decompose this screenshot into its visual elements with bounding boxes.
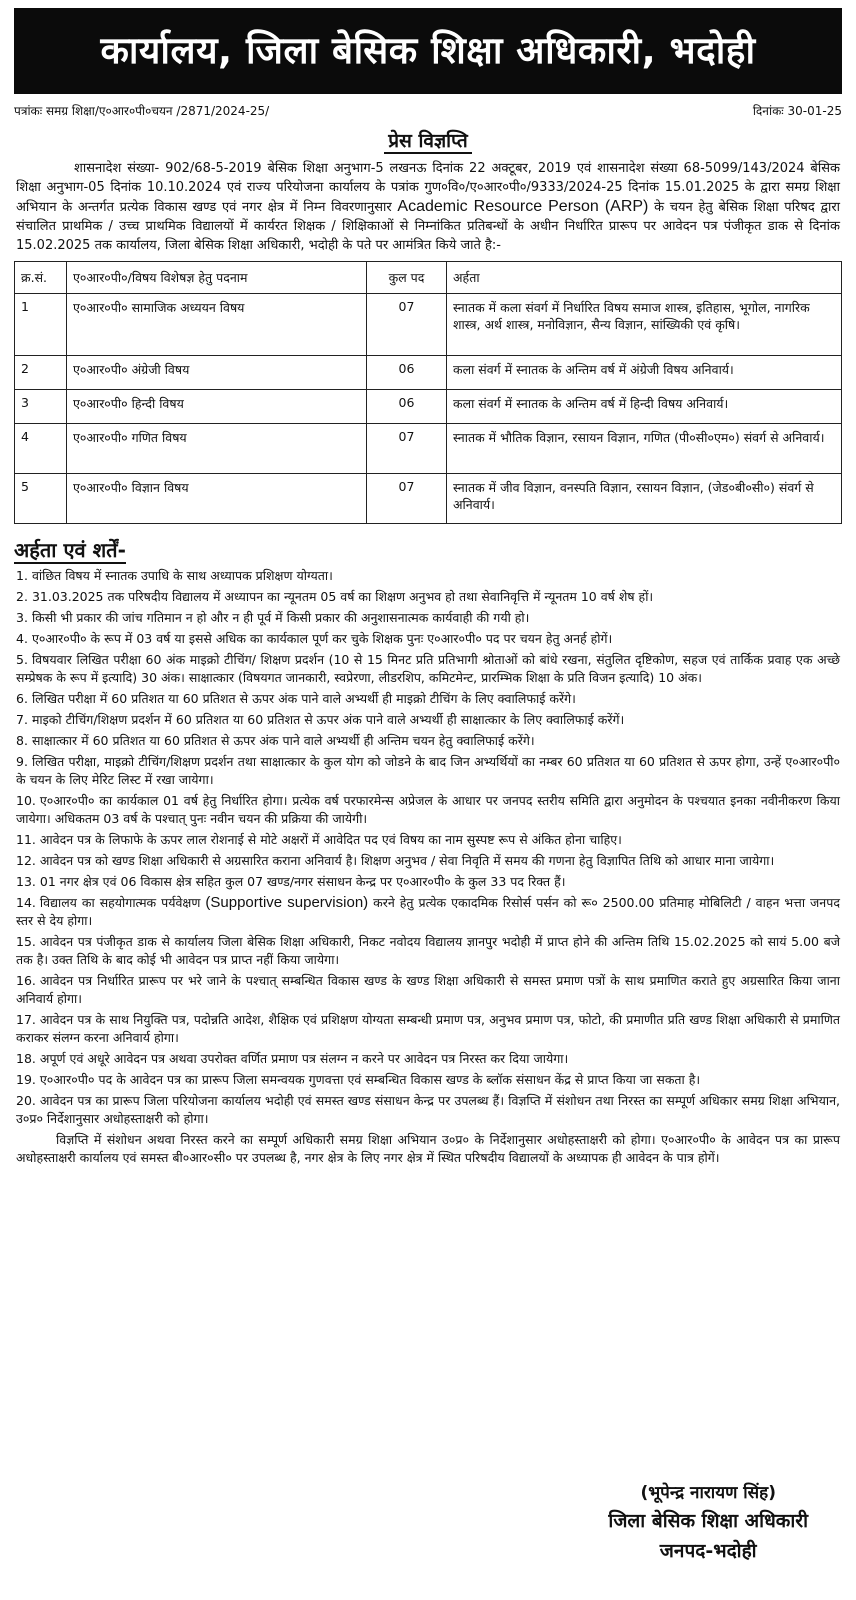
header-qualification: अर्हता (447, 262, 842, 294)
intro-text-part1: शासनादेश संख्या- 902/68-5-2019 बेसिक शिक्षा अनुभाग-5 लखनऊ दिनांक 22 अक्टूबर, 2019 एवं शासनादेश संख्या 68-5099/143/2024 बेसिक शिक्षा अनुभाग-05 दिनांक 10.10.2024 एवं राज्य परियोजना कार्यालय के पत्रांक गुण०वि०/ए०आर०पी०/9333/2024-25 दिनांक 15.01.2025 के द्वारा समग्र शिक्षा अभियान के अन्तर्गत प्रत्येक विकास खण्ड एवं नगर क्षेत्र में निम्न विवरणानुसार (16, 161, 840, 215)
condition-text-pre: विद्यालय का सहयोगात्मक पर्यवेक्षण (39, 895, 201, 910)
row-qualification: स्नातक में जीव विज्ञान, वनस्पति विज्ञान, रसायन विज्ञान, (जेड०बी०सी०) संवर्ग से अनिवार्य। (447, 474, 842, 524)
condition-number: 8. (16, 733, 28, 748)
table-row (15, 294, 842, 356)
condition-text: साक्षात्कार में 60 प्रतिशत या 60 प्रतिशत से ऊपर अंक पाने वाले अभ्यर्थी ही अन्तिम चयन हेतु क्वालिफाई करेंगे। (31, 733, 535, 748)
row-qualification: स्नातक में भौतिक विज्ञान, रसायन विज्ञान, गणित (पी०सी०एम०) संवर्ग से अनिवार्य। (447, 424, 842, 474)
condition-number: 6. (16, 691, 28, 706)
condition-text: आवेदन पत्र के साथ नियुक्ति पत्र, पदोन्नति आदेश, शैक्षिक एवं प्रशिक्षण योग्यता सम्बन्धी प्रमाण पत्र, अनुभव प्रमाण पत्र, फोटो, की प्रमाणीत प्रति खण्ड शिक्षा अधिकारी से प्रमाणित कराकर संलग्न करना अनिवार्य होगा। (16, 1012, 840, 1045)
condition-number: 18. (16, 1051, 36, 1066)
header-sno: क्र.सं. (15, 262, 67, 294)
table-row (15, 390, 842, 424)
condition-number: 2. (16, 589, 28, 604)
row-sno: 2 (15, 356, 67, 390)
condition-text: आवेदन पत्र के लिफाफे के ऊपर लाल रोशनाई से मोटे अक्षरों में आवेदित पद एवं विषय का नाम सुस्पष्ट रूप से अंकित होना चाहिए। (39, 832, 622, 847)
list-item (16, 873, 840, 891)
condition-number: 17. (16, 1012, 36, 1027)
condition-text: ए०आर०पी० का कार्यकाल 01 वर्ष हेतु निर्धारित होगा। प्रत्येक वर्ष परफारमेन्स अप्रेजल के आधार पर जनपद स्तरीय समिति द्वारा अनुमोदन के पश्चयात इनका नवीनीकरण किया जायेगा। अधिकतम 03 वर्ष के पश्चात् पुनः नवीन चयन की प्रक्रिया की जायेगी। (16, 793, 840, 826)
condition-number: 9. (16, 754, 28, 769)
condition-text: किसी भी प्रकार की जांच गतिमान न हो और न ही पूर्व में किसी प्रकार की अनुशासनात्मक कार्यवाही की गयी हो। (31, 610, 530, 625)
condition-text: विषयवार लिखित परीक्षा 60 अंक माइक्रो टीचिंग/ शिक्षण प्रदर्शन (10 से 15 मिनट प्रति प्रतिभागी श्रोताओं को बांधे रखना, संतुलित दृष्टिकोण, सहज एवं तार्किक प्रवाह एक अच्छे सम्प्रेषक के रूप में इत्यादि) 30 अंक। साक्षात्कार (विषयगत जानकारी, स्वप्रेरणा, लीडरशिप, कमिटमेन्ट, प्रारम्भिक शिक्षा के प्रति विजन इत्यादि) 10 अंक। (16, 652, 840, 685)
issue-date: दिनांकः 30-01-25 (752, 104, 842, 118)
press-release-title (14, 127, 842, 153)
condition-text: अपूर्ण एवं अधूरे आवेदन पत्र अथवा उपरोक्त वर्णित प्रमाण पत्र संलग्न न करने पर आवेदन पत्र निरस्त कर दिया जायेगा। (39, 1051, 569, 1066)
condition-number: 15. (16, 934, 36, 949)
row-sno: 4 (15, 424, 67, 474)
list-item (16, 1092, 840, 1128)
row-count: 07 (367, 294, 447, 356)
condition-number: 12. (16, 853, 36, 868)
condition-number: 7. (16, 712, 28, 727)
conditions-list (14, 567, 842, 1128)
condition-text: 31.03.2025 तक परिषदीय विद्यालय में अध्यापन का न्यूनतम 05 वर्ष का शिक्षण अनुभव हो तथा सेवानिवृत्ति में न्यूनतम 10 वर्ष शेष हों। (31, 589, 654, 604)
condition-text-post: करने हेतु प्रत्येक एकादमिक रिसोर्स पर्सन को रू० 2500.00 प्रतिमाह मोबिलिटी / वाहन भत्ता जनपद स्तर से देय होगा। (16, 895, 840, 928)
reference-number: पत्रांकः समग्र शिक्षा/ए०आर०पी०चयन /2871/2024-25/ (14, 104, 270, 118)
table-header-row (15, 262, 842, 294)
list-item (16, 630, 840, 648)
list-item (16, 972, 840, 1008)
list-item (16, 894, 840, 930)
condition-number: 1. (16, 568, 28, 583)
condition-number: 19. (16, 1072, 36, 1087)
header-post: ए०आर०पी०/विषय विशेषज्ञ हेतु पदनाम (67, 262, 367, 294)
condition-text: आवेदन पत्र को खण्ड शिक्षा अधिकारी से अग्रसारित कराना अनिवार्य है। शिक्षण अनुभव / सेवा निवृति में समय की गणना हेतु विज्ञापित तिथि को आधार माना जायेगा। (39, 853, 775, 868)
intro-english-term: Academic Resource Person (ARP) (397, 198, 649, 215)
condition-number: 11. (16, 832, 36, 847)
reference-line (14, 102, 842, 119)
row-qualification: कला संवर्ग में स्नातक के अन्तिम वर्ष में अंग्रेजी विषय अनिवार्य। (447, 356, 842, 390)
row-post: ए०आर०पी० हिन्दी विषय (67, 390, 367, 424)
condition-text: आवेदन पत्र का प्रारूप जिला परियोजना कार्यालय भदोही एवं समस्त खण्ड संसाधन केन्द्र पर उपलब्ध हैं। विज्ञप्ति में संशोधन तथा निरस्त का सम्पूर्ण अधिकार समग्र शिक्षा अभियान, उ०प्र० निर्देशानुसार अधोहस्ताक्षरी को होगा। (16, 1093, 840, 1126)
row-count: 06 (367, 390, 447, 424)
signatory-designation: जिला बेसिक शिक्षा अधिकारी (608, 1510, 808, 1532)
signature-block (608, 1480, 808, 1563)
row-post: ए०आर०पी० अंग्रेजी विषय (67, 356, 367, 390)
posts-table (14, 261, 842, 524)
list-item (16, 567, 840, 585)
condition-text: लिखित परीक्षा, माइक्रो टीचिंग/शिक्षण प्रदर्शन तथा साक्षात्कार के कुल योग को जोडने के बाद जिन अभ्यर्थियों का नम्बर 60 प्रतिशत या 60 प्रतिशत से ऊपर होगा, उन्हें ए०आर०पी० के चयन के लिए मेरिट लिस्ट में रखा जायेगा। (16, 754, 840, 787)
list-item (16, 732, 840, 750)
condition-text: वांछित विषय में स्नातक उपाधि के साथ अध्यापक प्रशिक्षण योग्यता। (31, 568, 333, 583)
row-count: 06 (367, 356, 447, 390)
list-item (16, 933, 840, 969)
list-item (16, 1050, 840, 1068)
office-title-banner: कार्यालय, जिला बेसिक शिक्षा अधिकारी, भदोही (14, 8, 842, 94)
list-item (16, 852, 840, 870)
row-sno: 3 (15, 390, 67, 424)
condition-text: आवेदन पत्र पंजीकृत डाक से कार्यालय जिला बेसिक शिक्षा अधिकारी, निकट नवोदय विद्यालय ज्ञानपुर भदोही में प्राप्त होने की अन्तिम तिथि 15.02.2025 को सायं 5.00 बजे तक है। उक्त तिथि के बाद कोई भी आवेदन पत्र प्राप्त नहीं किया जायेगा। (16, 934, 840, 967)
condition-text: आवेदन पत्र निर्धारित प्रारूप पर भरे जाने के पश्चात् सम्बन्धित विकास खण्ड के खण्ड शिक्षा अधिकारी से समस्त प्रमाण पत्रों के साथ प्रमाणित कराते हुए अग्रसारित किया जाना अनिवार्य होगा। (16, 973, 840, 1006)
press-release-title-text: प्रेस विज्ञप्ति (384, 130, 472, 154)
condition-number: 14. (16, 895, 36, 910)
condition-number: 16. (16, 973, 36, 988)
condition-number: 10. (16, 793, 36, 808)
condition-text: ए०आर०पी० पद के आवेदन पत्र का प्रारूप जिला समन्वयक गुणवत्ता एवं सम्बन्धित विकास खण्ड के ब्लॉक संसाधन केंद्र से प्राप्त किया जा सकता है। (39, 1072, 701, 1087)
conditions-heading-text: अर्हता एवं शर्तें- (14, 538, 126, 562)
intro-paragraph (16, 159, 840, 255)
list-item (16, 651, 840, 687)
table-row (15, 474, 842, 524)
condition-number: 5. (16, 652, 28, 667)
header-count: कुल पद (367, 262, 447, 294)
row-count: 07 (367, 424, 447, 474)
list-item (16, 753, 840, 789)
list-item (16, 1011, 840, 1047)
row-qualification: कला संवर्ग में स्नातक के अन्तिम वर्ष में हिन्दी विषय अनिवार्य। (447, 390, 842, 424)
intro-text-part2: के चयन हेतु बेसिक शिक्षा परिषद द्वारा संचालित प्राथमिक / उच्च प्राथमिक विद्यालयों में कार्यरत शिक्षक / शिक्षिकाओं से निम्नांकित प्रतिबन्धों के अधीन निर्धारित प्रारूप पर आवेदन पत्र पंजीकृत डाक से दिनांक 15.02.2025 तक कार्यालय, जिला बेसिक शिक्षा अधिकारी, भदोही के पते पर आमंत्रित किये जाते है:- (16, 200, 841, 253)
row-post: ए०आर०पी० सामाजिक अध्ययन विषय (67, 294, 367, 356)
table-row (15, 356, 842, 390)
list-item (16, 609, 840, 627)
condition-text: ए०आर०पी० के रूप में 03 वर्ष या इससे अधिक का कार्यकाल पूर्ण कर चुके शिक्षक पुनः ए०आर०पी० पद पर चयन हेतु अनर्ह होगें। (31, 631, 613, 646)
row-post: ए०आर०पी० गणित विषय (67, 424, 367, 474)
list-item (16, 588, 840, 606)
list-item (16, 831, 840, 849)
condition-text: लिखित परीक्षा में 60 प्रतिशत या 60 प्रतिशत से ऊपर अंक पाने वाले अभ्यर्थी ही माइक्रो टीचिंग के लिए क्वालिफाई करेंगे। (31, 691, 576, 706)
condition-text: 01 नगर क्षेत्र एवं 06 विकास क्षेत्र सहित कुल 07 खण्ड/नगर संसाधन केन्द्र पर ए०आर०पी० के कुल 33 पद रिक्त हैं। (39, 874, 566, 889)
row-post: ए०आर०पी० विज्ञान विषय (67, 474, 367, 524)
condition-number: 13. (16, 874, 36, 889)
list-item (16, 1071, 840, 1089)
condition-english-term: (Supportive supervision) (205, 894, 369, 911)
signatory-name: (भूपेन्द्र नारायण सिंह) (640, 1483, 776, 1503)
condition-number: 4. (16, 631, 28, 646)
row-sno: 1 (15, 294, 67, 356)
row-count: 07 (367, 474, 447, 524)
condition-number: 3. (16, 610, 28, 625)
row-sno: 5 (15, 474, 67, 524)
closing-paragraph: विज्ञप्ति में संशोधन अथवा निरस्त करने का सम्पूर्ण अधिकारी समग्र शिक्षा अभियान उ०प्र० के निर्देशानुसार अधोहस्ताक्षरी को होगा। ए०आर०पी० के आवेदन पत्र का प्रारूप अधोहस्ताक्षरी कार्यालय एवं समस्त बी०आर०सी० पर उपलब्ध है, नगर क्षेत्र के लिए नगर क्षेत्र में स्थित परिषदीय विद्यालयों के अध्यापक ही आवेदन के पात्र होगें। (16, 1132, 840, 1165)
table-row (15, 424, 842, 474)
condition-number: 20. (16, 1093, 36, 1108)
condition-text: माइको टीचिंग/शिक्षण प्रदर्शन में 60 प्रतिशत या 60 प्रतिशत से ऊपर अंक पाने वाले अभ्यर्थी ही साक्षात्कार के लिए क्वालिफाई करेंगें। (31, 712, 625, 727)
list-item (16, 792, 840, 828)
list-item (16, 690, 840, 708)
signatory-place: जनपद-भदोही (659, 1540, 757, 1562)
list-item (16, 711, 840, 729)
conditions-heading (14, 536, 842, 563)
row-qualification: स्नातक में कला संवर्ग में निर्धारित विषय समाज शास्त्र, इतिहास, भूगोल, नागरिक शास्त्र, अर्थ शास्त्र, मनोविज्ञान, सैन्य विज्ञान, सांख्यिकी एवं कृषि। (447, 294, 842, 356)
